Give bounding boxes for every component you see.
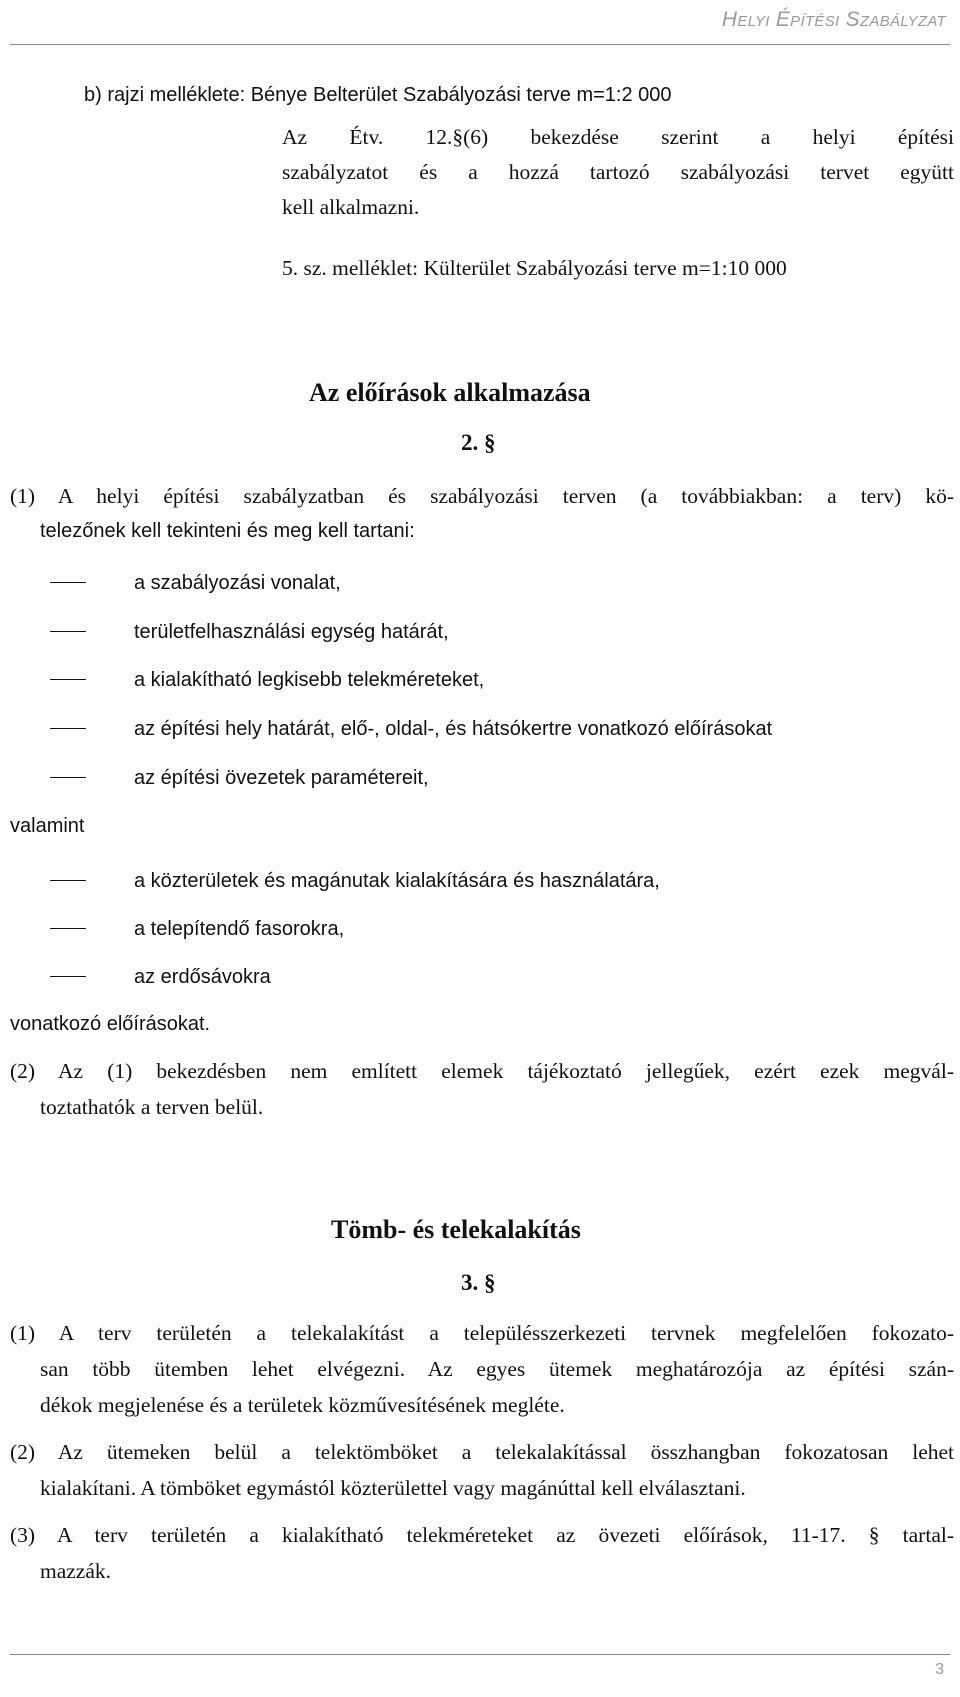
closing-line: vonatkozó előírásokat.: [10, 1013, 211, 1035]
section-3-number: 3. §: [461, 1270, 496, 1295]
list-dash: [50, 582, 86, 583]
list-dash: [50, 728, 86, 729]
running-header: Helyi Építési Szabályzat: [721, 8, 946, 31]
list-dash: [50, 679, 86, 680]
s3-p3-line-1: (3) A terv területén a kialakítható telekméreteket az övezeti előírások, 11-17. § tartal-: [10, 1523, 954, 1547]
list-item: a telepítendő fasorokra,: [134, 918, 345, 940]
etv-line-3: kell alkalmazni.: [282, 195, 420, 219]
section-2-number: 2. §: [461, 430, 496, 455]
etv-line-2: szabályzatot és a hozzá tartozó szabályozási tervet együtt: [282, 160, 954, 184]
list-dash: [50, 928, 86, 929]
s3-p1-line-1: (1) A terv területén a telekalakítást a településszerkezeti tervnek megfelelően fokozato-: [10, 1321, 954, 1345]
annex-5-line: 5. sz. melléklet: Külterület Szabályozási terve m=1:10 000: [282, 256, 787, 280]
footer-rule: [10, 1654, 950, 1655]
list-dash: [50, 631, 86, 632]
s2-p1-line-1: (1) A helyi építési szabályzatban és szabályozási terven (a továbbiakban: a terv) kö-: [10, 484, 954, 508]
s3-p2-line-1: (2) Az ütemeken belül a telektömböket a telekalakítással összhangban fokozatosan lehet: [10, 1440, 954, 1464]
section-3-heading: Tömb- és telekalakítás: [331, 1215, 581, 1244]
list-item: a közterületek és magánutak kialakítására és használatára,: [134, 870, 660, 892]
section-2-heading: Az előírások alkalmazása: [309, 378, 591, 407]
s2-p2-line-2: toztathatók a terven belül.: [40, 1095, 264, 1119]
list-dash: [50, 777, 86, 778]
list-item: a szabályozási vonalat,: [134, 572, 341, 594]
valamint-label: valamint: [10, 815, 85, 837]
header-rule: [10, 44, 950, 45]
list-item: az erdősávokra: [134, 966, 271, 988]
etv-line-1: Az Étv. 12.§(6) bekezdése szerint a helyi építési: [282, 125, 954, 149]
s3-p2-line-2: kialakítani. A tömböket egymástól közterülettel vagy magánúttal kell elválasztani.: [40, 1476, 746, 1500]
s2-p2-line-1: (2) Az (1) bekezdésben nem említett elemek tájékoztató jellegűek, ezért ezek megvál-: [10, 1059, 954, 1083]
page-number: 3: [935, 1661, 944, 1678]
list-dash: [50, 976, 86, 977]
list-item: területfelhasználási egység határát,: [134, 621, 449, 643]
list-dash: [50, 880, 86, 881]
s3-p3-line-2: mazzák.: [40, 1559, 112, 1583]
s3-p1-line-3: dékok megjelenése és a területek közművesítésének megléte.: [40, 1393, 565, 1417]
list-item: az építési hely határát, elő-, oldal-, és hátsókertre vonatkozó előírásokat: [134, 718, 773, 740]
s2-p1-line-2: telezőnek kell tekinteni és meg kell tartani:: [40, 520, 415, 542]
annex-b-line: b) rajzi melléklete: Bénye Belterület Szabályozási terve m=1:2 000: [84, 84, 672, 106]
list-item: a kialakítható legkisebb telekméreteket,: [134, 669, 485, 691]
list-item: az építési övezetek paramétereit,: [134, 767, 429, 789]
s3-p1-line-2: san több ütemben lehet elvégezni. Az egyes ütemek meghatározója az építési szán-: [40, 1357, 954, 1381]
